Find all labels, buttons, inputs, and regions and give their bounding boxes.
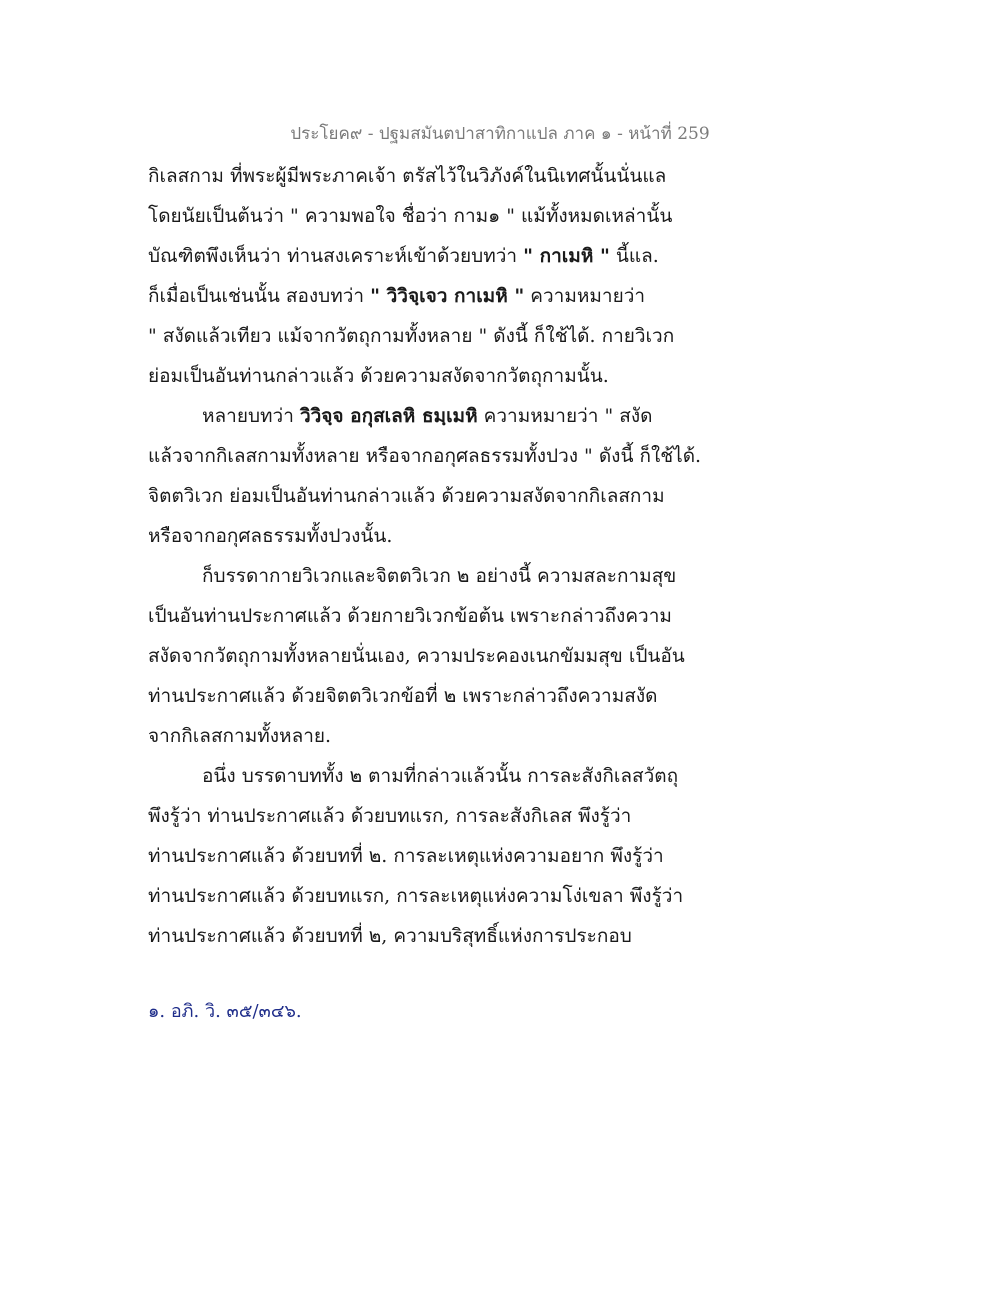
text-line: ท่านประกาศแล้ว ด้วยบทที่ ๒. การละเหตุแห่งความอยาก พึงรู้ว่า [148, 845, 664, 867]
bold-term: วิวิจฺจ อกุสเลหิ ธมฺเมหิ [299, 405, 478, 427]
text-line: สงัดจากวัตถุกามทั้งหลายนั่นเอง, ความประคองเนกขัมมสุข เป็นอัน [148, 645, 685, 667]
text-line: ย่อมเป็นอันท่านกล่าวแล้ว ด้วยความสงัดจากวัตถุกามนั้น. [148, 365, 609, 387]
text-line: หรือจากอกุศลธรรมทั้งปวงนั้น. [148, 525, 393, 547]
text-segment: บัณฑิตพึงเห็นว่า ท่านสงเคราะห์เข้าด้วยบทว่า [148, 245, 524, 267]
text-line: ท่านประกาศแล้ว ด้วยจิตตวิเวกข้อที่ ๒ เพราะกล่าวถึงความสงัด [148, 685, 658, 707]
text-line [148, 236, 768, 276]
bold-term: " กาเมหิ " [523, 245, 610, 267]
text-line: ท่านประกาศแล้ว ด้วยบทที่ ๒, ความบริสุทธิ์แห่งการประกอบ [148, 925, 632, 947]
footnote: ๑. อภิ. วิ. ๓๕/๓๔๖. [148, 1001, 302, 1022]
text-segment: ก็เมื่อเป็นเช่นนั้น สองบทว่า [148, 285, 371, 307]
body-text [148, 156, 768, 956]
text-line [148, 276, 768, 316]
text-line: พึงรู้ว่า ท่านประกาศแล้ว ด้วยบทแรก, การละสังกิเลส พึงรู้ว่า [148, 805, 632, 827]
text-line: เป็นอันท่านประกาศแล้ว ด้วยกายวิเวกข้อต้น เพราะกล่าวถึงความ [148, 605, 672, 627]
text-line: กิเลสกาม ที่พระผู้มีพระภาคเจ้า ตรัสไว้ในวิภังค์ในนิเทศนั้นนั่นแล [148, 165, 667, 187]
text-line: จิตตวิเวก ย่อมเป็นอันท่านกล่าวแล้ว ด้วยความสงัดจากกิเลสกาม [148, 485, 665, 507]
text-segment: ความหมายว่า " สงัด [477, 405, 653, 427]
page-header-title: ประโยค๙ - ปฐมสมันตปาสาทิกาแปล ภาค ๑ - หน้าที่ 259 [290, 124, 710, 144]
text-line: จากกิเลสกามทั้งหลาย. [148, 725, 332, 747]
bold-term: " วิวิจฺเจว กาเมหิ " [370, 285, 525, 307]
paragraph-start-line: ก็บรรดากายวิเวกและจิตตวิเวก ๒ อย่างนี้ ความสละกามสุข [202, 565, 677, 587]
text-segment: ความหมายว่า [524, 285, 646, 307]
text-line: โดยนัยเป็นต้นว่า " ความพอใจ ชื่อว่า กาม๑ " แม้ทั้งหมดเหล่านั้น [148, 205, 673, 227]
paragraph-start-line: อนึ่ง บรรดาบททั้ง ๒ ตามที่กล่าวแล้วนั้น การละสังกิเลสวัตถุ [202, 765, 679, 787]
text-line: แล้วจากกิเลสกามทั้งหลาย หรือจากอกุศลธรรมทั้งปวง " ดังนี้ ก็ใช้ได้. [148, 445, 702, 467]
page-header [0, 120, 1000, 148]
paragraph-start-line [148, 396, 768, 436]
text-segment: นี้แล. [609, 245, 659, 267]
text-line: " สงัดแล้วเทียว แม้จากวัตถุกามทั้งหลาย " ดังนี้ ก็ใช้ได้. กายวิเวก [148, 325, 675, 347]
text-line: ท่านประกาศแล้ว ด้วยบทแรก, การละเหตุแห่งความโง่เขลา พึงรู้ว่า [148, 885, 684, 907]
text-segment: หลายบทว่า [202, 405, 300, 427]
